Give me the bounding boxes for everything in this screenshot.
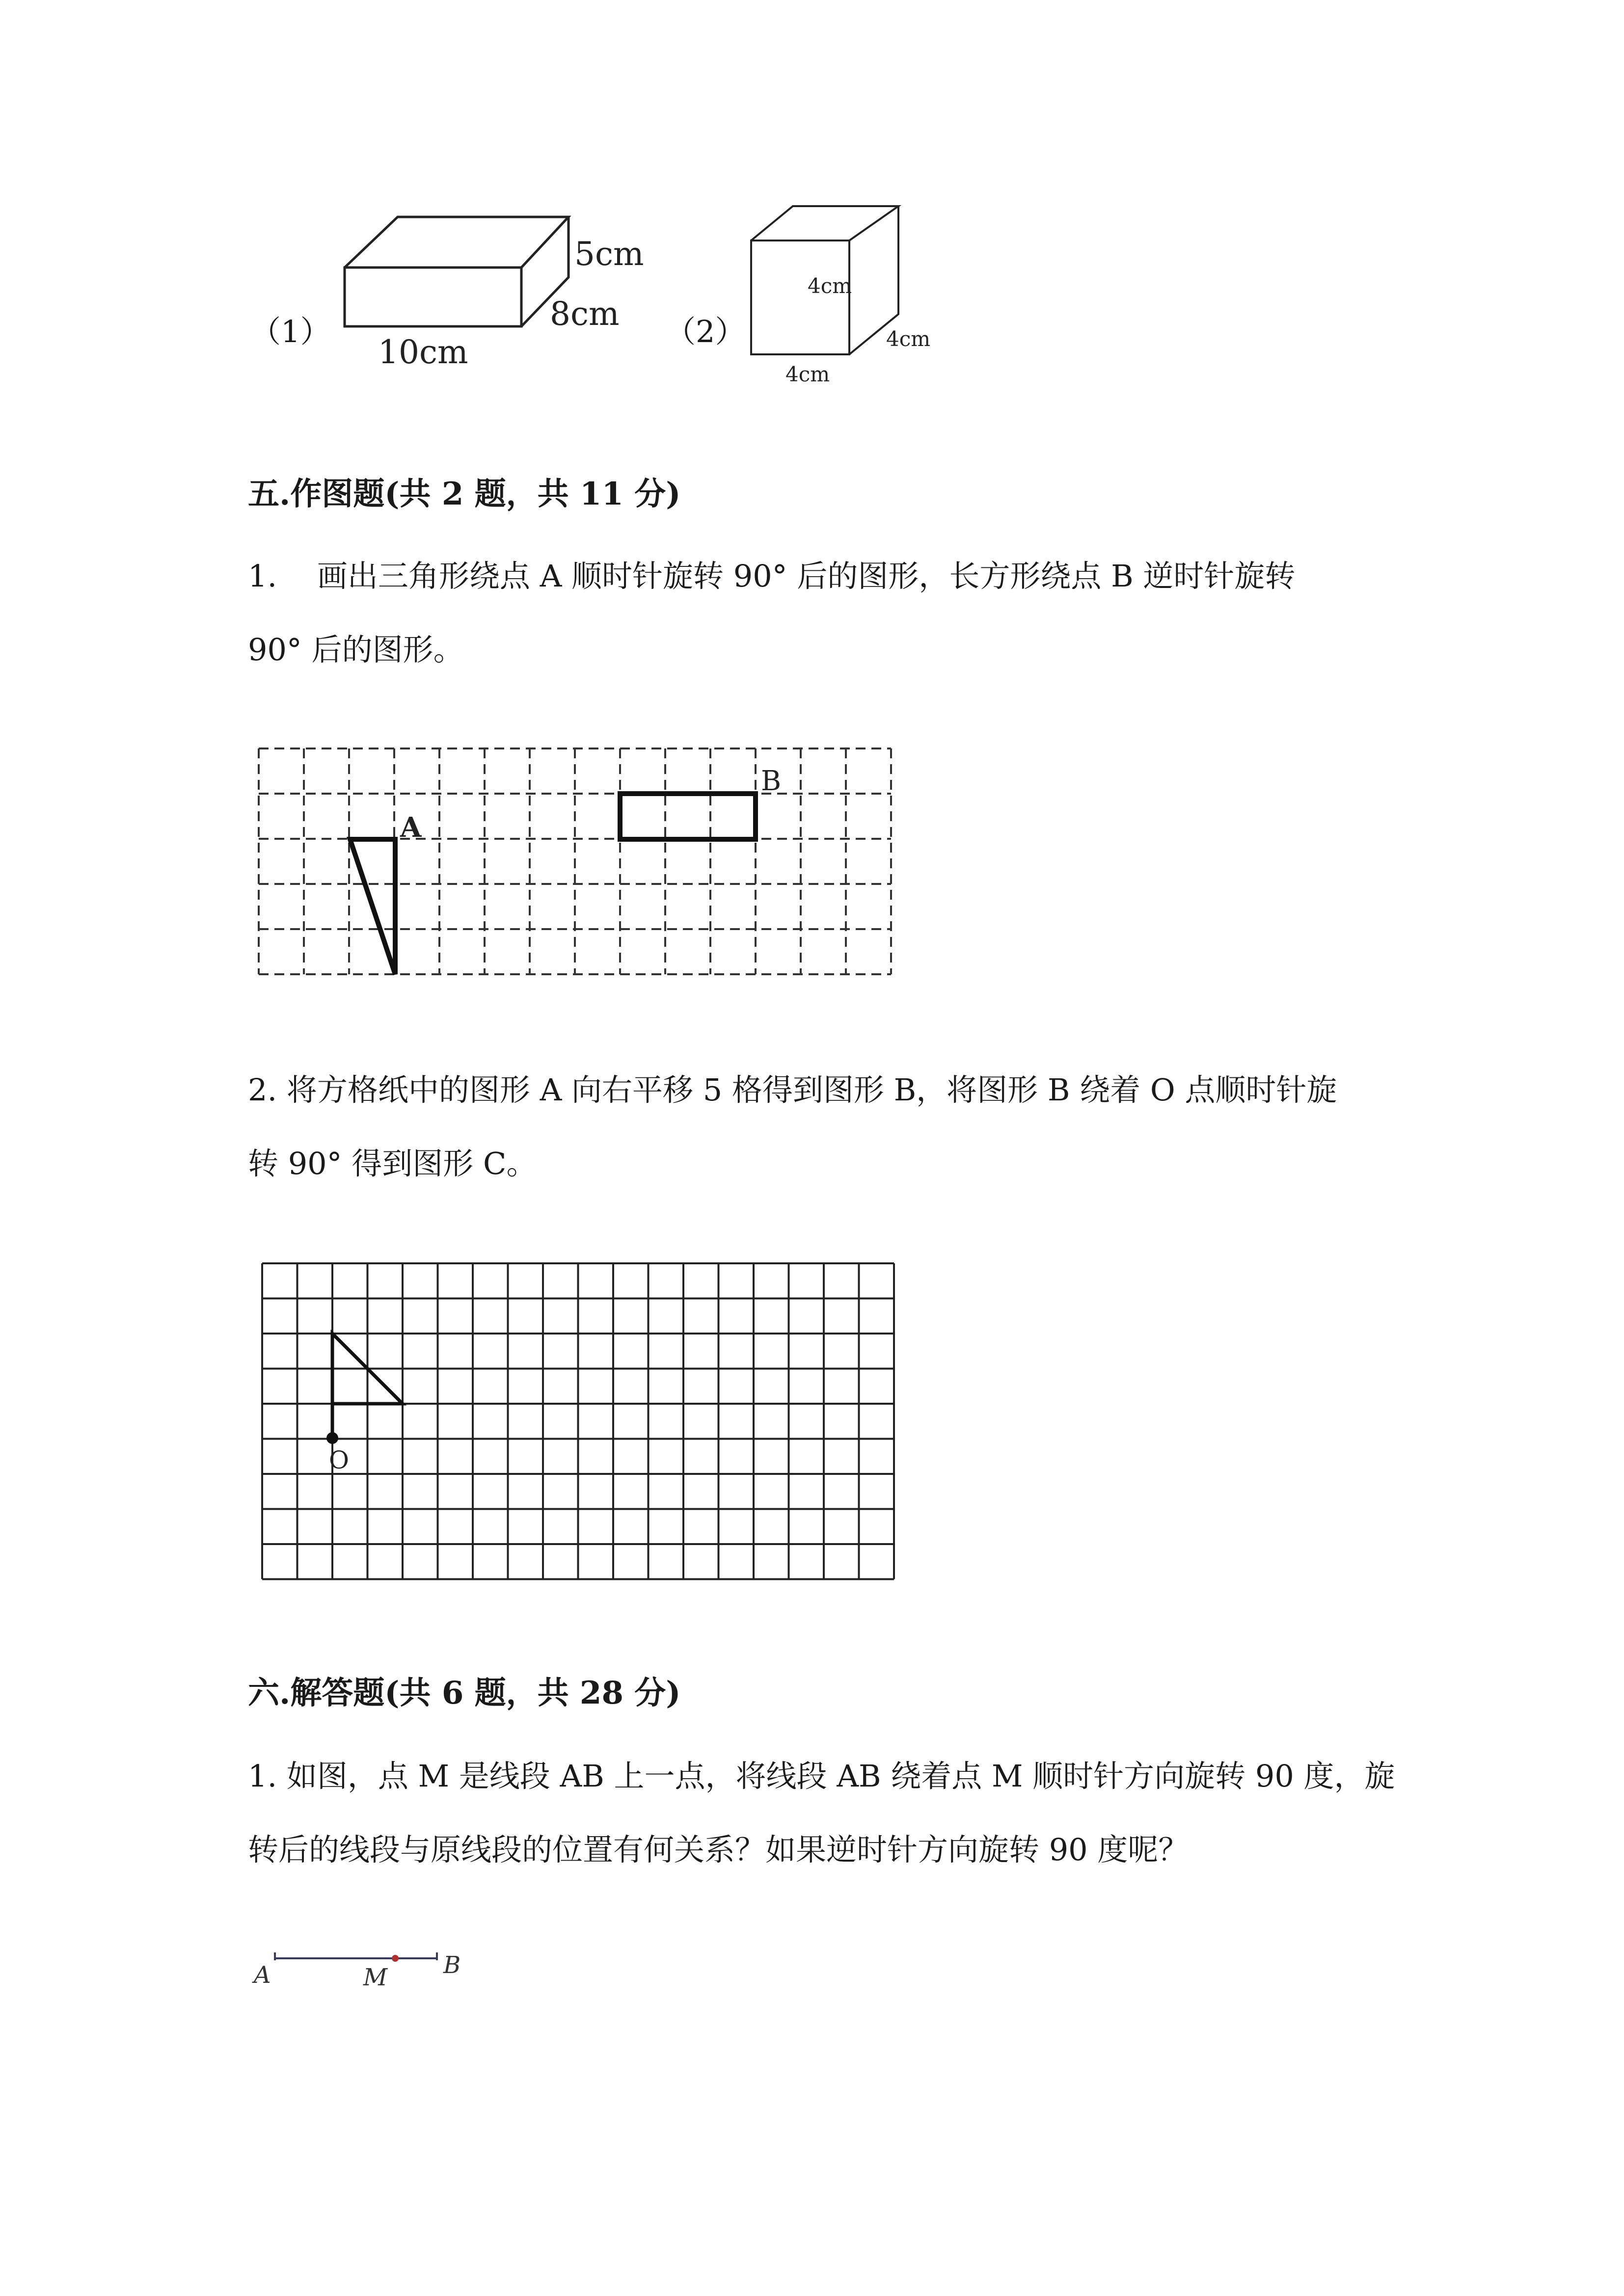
s5-q2-line1: 2. 将方格纸中的图形 A 向右平移 5 格得到图形 B，将图形 B 绕着 O 点顺时针旋 <box>248 1072 1337 1108</box>
segment-point-m-label: M <box>363 1964 388 1988</box>
cube-bottom-edge-label: 4cm <box>785 362 830 386</box>
cuboid-front-face <box>345 267 521 326</box>
item-1-label: （1） <box>250 314 331 349</box>
cuboid-length-label: 10cm <box>378 333 468 371</box>
point-b-label: B <box>761 765 782 797</box>
segment-ab-figure <box>248 1944 484 1988</box>
s5-q1-line1: 1. 画出三角形绕点 A 顺时针旋转 90° 后的图形，长方形绕点 B 逆时针旋转 <box>248 558 1296 594</box>
point-o-dot <box>326 1432 338 1444</box>
cube-side-edge-label: 4cm <box>886 327 931 351</box>
rotation-grid-1 <box>253 741 906 991</box>
point-o-label: O <box>329 1446 349 1474</box>
dashed-grid-lines <box>259 748 891 974</box>
solid-grid-lines <box>262 1263 894 1579</box>
s5-q1-line2: 90° 后的图形。 <box>248 632 464 667</box>
point-a-label: A <box>400 811 422 844</box>
cube-top-face <box>751 206 898 240</box>
section-6-heading: 六.解答题(共 6 题，共 28 分) <box>248 1675 681 1711</box>
section-5-heading: 五.作图题(共 2 题，共 11 分) <box>248 476 681 512</box>
cube-front-edge-label: 4cm <box>808 274 852 298</box>
cube-figure <box>744 199 950 395</box>
rectangle-shape <box>620 794 756 839</box>
rotation-grid-2 <box>255 1256 898 1585</box>
s5-q2-line2: 转 90° 得到图形 C。 <box>248 1146 537 1181</box>
segment-point-a-label: A <box>254 1961 271 1988</box>
point-m-dot <box>392 1955 399 1962</box>
s6-q1-line1: 1. 如图，点 M 是线段 AB 上一点，将线段 AB 绕着点 M 顺时针方向旋转 90 度，旋 <box>248 1758 1395 1794</box>
s6-q1-line2: 转后的线段与原线段的位置有何关系？如果逆时针方向旋转 90 度呢？ <box>248 1832 1189 1868</box>
cuboid-top-face <box>345 217 568 267</box>
cuboid-width-label: 8cm <box>550 295 620 333</box>
cuboid-height-label: 5cm <box>574 235 644 273</box>
segment-point-b-label: B <box>443 1951 461 1979</box>
item-2-label: （2） <box>665 314 746 349</box>
triangle-shape <box>350 839 395 974</box>
cuboid-figure <box>339 211 653 388</box>
